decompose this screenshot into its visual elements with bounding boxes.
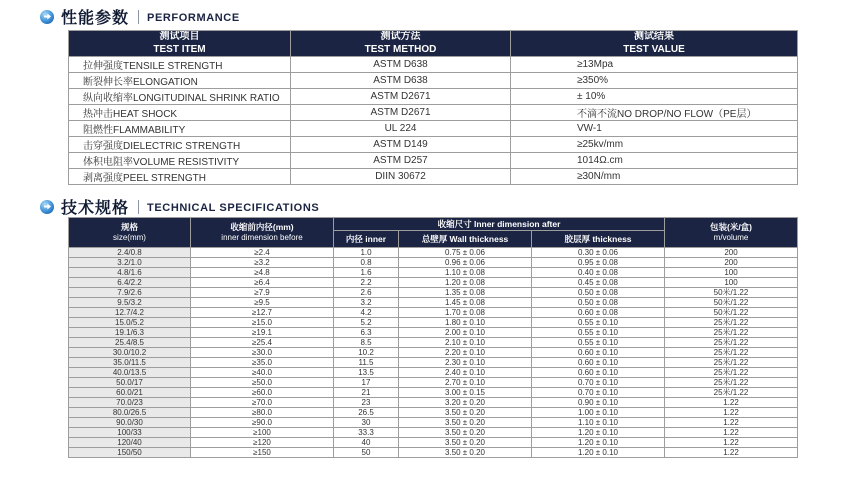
table-row	[69, 388, 798, 398]
table-cell: 0.60 ± 0.08	[532, 308, 665, 318]
table-cell: 6.3	[334, 328, 399, 338]
table-cell: ASTM D149	[291, 137, 511, 153]
table-cell: 50米/1.22	[665, 288, 798, 298]
arrow-circle-icon	[40, 10, 54, 24]
table-cell: ≥350%	[511, 73, 798, 89]
table-cell: 1.0	[334, 248, 399, 258]
col-header-zh: 规格	[120, 222, 138, 233]
table-cell: 0.55 ± 0.10	[532, 328, 665, 338]
table-cell: ≥50.0	[191, 378, 334, 388]
table-cell: 1.20 ± 0.08	[399, 278, 532, 288]
table-cell: 1.22	[665, 428, 798, 438]
table-cell: 2.40 ± 0.10	[399, 368, 532, 378]
table-cell: 0.96 ± 0.06	[399, 258, 532, 268]
table-cell: 17	[334, 378, 399, 388]
table-row	[69, 89, 798, 105]
table-cell: ≥7.9	[191, 288, 334, 298]
col-group-inner-after: 收缩尺寸 Inner dimension after	[334, 218, 665, 231]
table-cell: 2.70 ± 0.10	[399, 378, 532, 388]
table-cell: 1.20 ± 0.10	[532, 438, 665, 448]
col-header-en: inner dimension before	[221, 232, 303, 242]
table-cell: 1.10 ± 0.10	[532, 418, 665, 428]
table-row	[69, 328, 798, 338]
table-cell: 2.4/0.8	[69, 248, 191, 258]
table-row	[69, 105, 798, 121]
col-header-test-value	[511, 31, 798, 57]
table-cell: 1.10 ± 0.08	[399, 268, 532, 278]
table-cell: 0.60 ± 0.10	[532, 368, 665, 378]
table-cell: 23	[334, 398, 399, 408]
table-row	[69, 338, 798, 348]
table-cell: 11.5	[334, 358, 399, 368]
table-cell: 3.2/1.0	[69, 258, 191, 268]
table-row	[69, 428, 798, 438]
specs-table	[68, 217, 798, 458]
table-cell: 1.20 ± 0.10	[532, 428, 665, 438]
table-cell: ≥120	[191, 438, 334, 448]
col-header-test-method	[291, 31, 511, 57]
table-cell: 25米/1.22	[665, 368, 798, 378]
table-cell: 1.00 ± 0.10	[532, 408, 665, 418]
table-cell: ≥2.4	[191, 248, 334, 258]
table-cell: ASTM D257	[291, 153, 511, 169]
table-row	[69, 57, 798, 73]
table-cell: 2.2	[334, 278, 399, 288]
title-divider	[138, 10, 139, 24]
table-cell: 60.0/21	[69, 388, 191, 398]
col-header-wall-thickness: 总壁厚 Wall thickness	[399, 231, 532, 248]
table-cell: 150/50	[69, 448, 191, 458]
table-row	[69, 153, 798, 169]
table-cell: UL 224	[291, 121, 511, 137]
table-cell: 50.0/17	[69, 378, 191, 388]
table-cell: ASTM D638	[291, 73, 511, 89]
table-cell: 1.20 ± 0.10	[532, 448, 665, 458]
table-cell: 1.22	[665, 408, 798, 418]
table-cell: ≥30.0	[191, 348, 334, 358]
col-header-volume	[665, 218, 798, 248]
table-row	[69, 298, 798, 308]
table-cell: 50米/1.22	[665, 308, 798, 318]
table-cell: 1.22	[665, 398, 798, 408]
table-cell: 0.30 ± 0.06	[532, 248, 665, 258]
table-cell: 0.60 ± 0.10	[532, 348, 665, 358]
table-cell: 0.50 ± 0.08	[532, 298, 665, 308]
table-cell: ≥40.0	[191, 368, 334, 378]
table-cell: ≥100	[191, 428, 334, 438]
table-row	[69, 378, 798, 388]
col-header-en: m/volume	[713, 232, 749, 242]
table-row	[69, 288, 798, 298]
table-row	[69, 73, 798, 89]
table-row	[69, 137, 798, 153]
table-cell: 3.50 ± 0.20	[399, 438, 532, 448]
table-cell: ≥70.0	[191, 398, 334, 408]
table-cell: 50米/1.22	[665, 298, 798, 308]
table-cell: 不滴不流NO DROP/NO FLOW（PE层）	[511, 105, 798, 121]
table-cell: 33.3	[334, 428, 399, 438]
table-cell: 3.00 ± 0.15	[399, 388, 532, 398]
col-header-en: TEST VALUE	[623, 43, 685, 55]
table-cell: 4.8/1.6	[69, 268, 191, 278]
table-cell: ≥12.7	[191, 308, 334, 318]
table-cell: 1.80 ± 0.10	[399, 318, 532, 328]
table-cell: 25米/1.22	[665, 338, 798, 348]
table-cell: 120/40	[69, 438, 191, 448]
table-cell: ≥90.0	[191, 418, 334, 428]
table-cell: 9.5/3.2	[69, 298, 191, 308]
table-cell: 0.95 ± 0.08	[532, 258, 665, 268]
table-cell: 1.35 ± 0.08	[399, 288, 532, 298]
arrow-circle-icon	[40, 200, 54, 214]
table-cell: 纵向收缩率LONGITUDINAL SHRINK RATIO	[69, 89, 291, 105]
table-cell: 40	[334, 438, 399, 448]
table-cell: 100/33	[69, 428, 191, 438]
table-cell: 0.60 ± 0.10	[532, 358, 665, 368]
table-cell: 13.5	[334, 368, 399, 378]
table-cell: 90.0/30	[69, 418, 191, 428]
table-cell: 2.00 ± 0.10	[399, 328, 532, 338]
table-cell: 25米/1.22	[665, 328, 798, 338]
col-header-size	[69, 218, 191, 248]
table-cell: 21	[334, 388, 399, 398]
col-header-zh: 包装(米/盒)	[709, 222, 753, 233]
table-cell: ASTM D638	[291, 57, 511, 73]
table-row	[69, 308, 798, 318]
table-cell: 3.50 ± 0.20	[399, 408, 532, 418]
col-header-test-item	[69, 31, 291, 57]
table-cell: ASTM D2671	[291, 105, 511, 121]
table-row	[69, 278, 798, 288]
table-cell: 25米/1.22	[665, 348, 798, 358]
table-cell: 50	[334, 448, 399, 458]
table-cell: ≥25.4	[191, 338, 334, 348]
col-header-en: size(mm)	[113, 232, 146, 242]
table-cell: 10.2	[334, 348, 399, 358]
specs-title-zh: 技术规格	[61, 200, 130, 217]
table-cell: 体积电阻率VOLUME RESISTIVITY	[69, 153, 291, 169]
table-cell: 3.20 ± 0.20	[399, 398, 532, 408]
table-cell: 25米/1.22	[665, 358, 798, 368]
table-cell: 8.5	[334, 338, 399, 348]
table-cell: 6.4/2.2	[69, 278, 191, 288]
table-cell: 26.5	[334, 408, 399, 418]
table-cell: ≥15.0	[191, 318, 334, 328]
table-cell: 25.4/8.5	[69, 338, 191, 348]
col-header-en: TEST ITEM	[153, 43, 206, 55]
table-cell: 击穿强度DIELECTRIC STRENGTH	[69, 137, 291, 153]
performance-table	[68, 30, 798, 185]
col-header-zh: 测试项目	[159, 31, 200, 43]
table-cell: 0.8	[334, 258, 399, 268]
table-cell: DIIN 30672	[291, 169, 511, 185]
table-cell: 3.50 ± 0.20	[399, 428, 532, 438]
table-cell: ≥13Mpa	[511, 57, 798, 73]
table-cell: 1.22	[665, 438, 798, 448]
table-cell: ± 10%	[511, 89, 798, 105]
table-cell: 30.0/10.2	[69, 348, 191, 358]
performance-table-body	[69, 57, 798, 185]
table-cell: ≥30N/mm	[511, 169, 798, 185]
table-cell: 30	[334, 418, 399, 428]
table-cell: 25米/1.22	[665, 388, 798, 398]
table-cell: 25米/1.22	[665, 378, 798, 388]
col-header-glue-thickness: 胶层厚 thickness	[532, 231, 665, 248]
table-cell: 35.0/11.5	[69, 358, 191, 368]
table-cell: 5.2	[334, 318, 399, 328]
table-cell: 热冲击HEAT SHOCK	[69, 105, 291, 121]
table-cell: ≥9.5	[191, 298, 334, 308]
table-cell: ≥6.4	[191, 278, 334, 288]
col-header-zh: 测试方法	[380, 31, 421, 43]
table-cell: 100	[665, 278, 798, 288]
table-row	[69, 418, 798, 428]
table-cell: 7.9/2.6	[69, 288, 191, 298]
table-cell: 200	[665, 248, 798, 258]
table-row	[69, 169, 798, 185]
table-cell: 70.0/23	[69, 398, 191, 408]
table-cell: 19.1/6.3	[69, 328, 191, 338]
specs-table-head	[69, 218, 798, 248]
table-cell: 0.40 ± 0.08	[532, 268, 665, 278]
table-cell: 1.22	[665, 448, 798, 458]
table-row	[69, 318, 798, 328]
table-cell: 0.75 ± 0.06	[399, 248, 532, 258]
table-cell: 2.10 ± 0.10	[399, 338, 532, 348]
col-header-zh: 收缩前内径(mm)	[230, 222, 294, 233]
table-cell: 2.30 ± 0.10	[399, 358, 532, 368]
table-row	[69, 438, 798, 448]
table-cell: 15.0/5.2	[69, 318, 191, 328]
table-cell: ≥3.2	[191, 258, 334, 268]
table-cell: VW-1	[511, 121, 798, 137]
table-cell: 2.20 ± 0.10	[399, 348, 532, 358]
specs-title-en: TECHNICAL SPECIFICATIONS	[147, 202, 320, 214]
table-row	[69, 268, 798, 278]
col-header-en: TEST METHOD	[364, 43, 437, 55]
performance-title-en: PERFORMANCE	[147, 12, 240, 24]
performance-table-head	[69, 31, 798, 57]
table-cell: 0.55 ± 0.10	[532, 318, 665, 328]
title-divider	[138, 200, 139, 214]
specs-table-body	[69, 248, 798, 458]
table-row	[69, 368, 798, 378]
table-cell: 1014Ω.cm	[511, 153, 798, 169]
table-row	[69, 448, 798, 458]
table-cell: ≥25kv/mm	[511, 137, 798, 153]
col-header-inner-before	[191, 218, 334, 248]
table-cell: ≥19.1	[191, 328, 334, 338]
table-cell: ≥35.0	[191, 358, 334, 368]
table-cell: 拉伸强度TENSILE STRENGTH	[69, 57, 291, 73]
table-cell: 12.7/4.2	[69, 308, 191, 318]
table-cell: 0.70 ± 0.10	[532, 388, 665, 398]
table-row	[69, 258, 798, 268]
table-cell: 1.45 ± 0.08	[399, 298, 532, 308]
table-cell: 0.55 ± 0.10	[532, 338, 665, 348]
col-header-inner: 内径 inner	[334, 231, 399, 248]
table-cell: 3.50 ± 0.20	[399, 448, 532, 458]
table-cell: 4.2	[334, 308, 399, 318]
table-cell: 3.50 ± 0.20	[399, 418, 532, 428]
table-cell: ≥60.0	[191, 388, 334, 398]
table-row	[69, 408, 798, 418]
table-cell: 断裂伸长率ELONGATION	[69, 73, 291, 89]
table-cell: 200	[665, 258, 798, 268]
table-cell: 2.6	[334, 288, 399, 298]
table-cell: 0.90 ± 0.10	[532, 398, 665, 408]
performance-section-header	[40, 5, 240, 28]
table-cell: ASTM D2671	[291, 89, 511, 105]
table-cell: 40.0/13.5	[69, 368, 191, 378]
table-cell: 1.70 ± 0.08	[399, 308, 532, 318]
table-cell: 1.22	[665, 418, 798, 428]
performance-title-zh: 性能参数	[61, 10, 130, 27]
table-cell: 剥离强度PEEL STRENGTH	[69, 169, 291, 185]
table-cell: ≥80.0	[191, 408, 334, 418]
specs-section-header	[40, 195, 319, 218]
table-cell: 0.50 ± 0.08	[532, 288, 665, 298]
table-cell: 25米/1.22	[665, 318, 798, 328]
table-row	[69, 348, 798, 358]
table-row	[69, 248, 798, 258]
table-cell: 100	[665, 268, 798, 278]
table-row	[69, 358, 798, 368]
table-row	[69, 398, 798, 408]
table-cell: 0.70 ± 0.10	[532, 378, 665, 388]
col-header-zh: 测试结果	[634, 31, 674, 43]
table-row	[69, 121, 798, 137]
table-cell: 3.2	[334, 298, 399, 308]
table-cell: 阻燃性FLAMMABILITY	[69, 121, 291, 137]
table-cell: 80.0/26.5	[69, 408, 191, 418]
table-cell: ≥4.8	[191, 268, 334, 278]
table-cell: 0.45 ± 0.08	[532, 278, 665, 288]
table-cell: ≥150	[191, 448, 334, 458]
table-cell: 1.6	[334, 268, 399, 278]
